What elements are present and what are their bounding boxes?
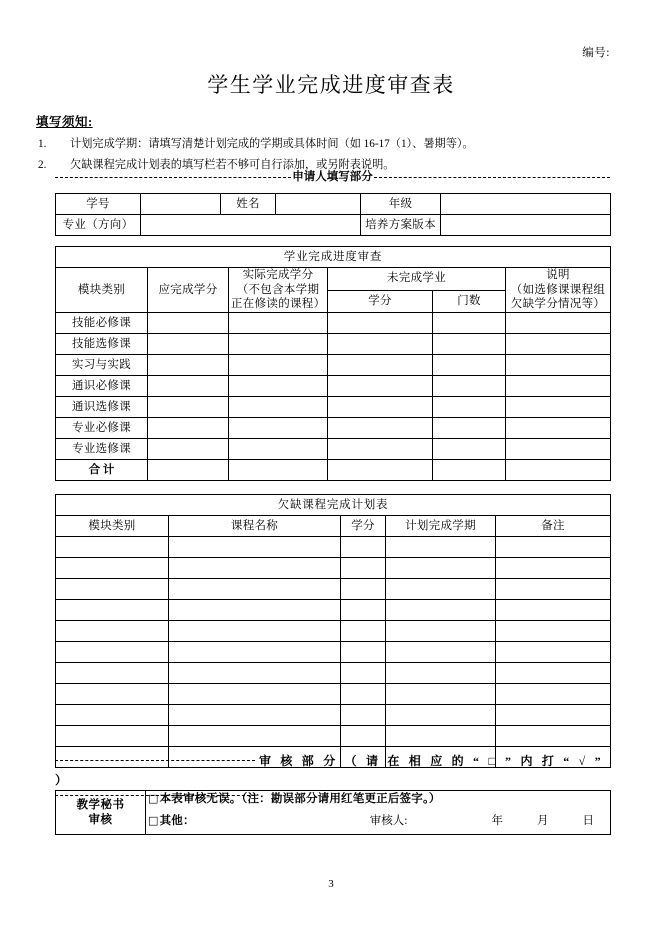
document-number-label: 编号:: [582, 47, 610, 59]
plan-module-category-field[interactable]: [56, 663, 169, 684]
checkbox-icon[interactable]: □: [148, 792, 159, 805]
plan-course-name-field[interactable]: [169, 726, 341, 747]
total-incomplete-credits-field[interactable]: [328, 460, 433, 481]
plan-remark-field[interactable]: [496, 600, 611, 621]
table-row: [56, 537, 611, 558]
day-label: 日: [582, 815, 594, 828]
plan-term-field[interactable]: [386, 600, 496, 621]
plan-module-category-field[interactable]: [56, 537, 169, 558]
notice-item-text: 计划完成学期：请填写清楚计划完成的学期或具体时间（如 16-17（1）、暑期等）。: [70, 138, 474, 150]
incomplete-credits-field[interactable]: [328, 439, 433, 460]
academic-progress-section-title: 学业完成进度审查: [56, 247, 611, 268]
column-header-remark: [506, 268, 611, 313]
column-header-module-category: 模块类别: [56, 516, 169, 537]
plan-credits-field[interactable]: [341, 705, 386, 726]
checkbox-icon[interactable]: □: [148, 813, 159, 827]
major-label: 专业（方向）: [56, 215, 141, 236]
remark-field[interactable]: [506, 376, 611, 397]
table-row: [56, 355, 611, 376]
remark-field[interactable]: [506, 313, 611, 334]
plan-module-category-field[interactable]: [56, 579, 169, 600]
plan-remark-field[interactable]: [496, 621, 611, 642]
notice-section: [36, 112, 628, 178]
plan-module-category-field[interactable]: [56, 684, 169, 705]
notice-item-text: 欠缺课程完成计划表的填写栏若不够可自行添加，或另附表说明。: [70, 159, 395, 172]
divider-dash-right: [374, 177, 610, 178]
plan-course-name-field[interactable]: [169, 600, 341, 621]
column-header-credits: 学分: [341, 516, 386, 537]
audit-role-line-2: 审核: [88, 813, 113, 826]
applicant-section-divider: [55, 172, 610, 184]
audit-option-row-1[interactable]: [148, 791, 608, 808]
divider-dash-left: [55, 177, 291, 178]
plan-remark-field[interactable]: [496, 642, 611, 663]
audit-section-label: 审 核 部 分 （ 请 在 相 应 的 “ □ ” 内 打 “ √ ” ）: [55, 754, 604, 787]
plan-remark-field[interactable]: [496, 684, 611, 705]
table-row: [56, 247, 611, 268]
plan-term-field[interactable]: [386, 705, 496, 726]
actual-credits-field[interactable]: [229, 376, 328, 397]
reviewer-label: 审核人:: [369, 815, 408, 828]
column-header-required-credits: 应完成学分: [148, 268, 229, 313]
module-category-cell: 技能选修课: [56, 334, 148, 355]
audit-role-line-1: 教学秘书: [76, 798, 125, 811]
plan-remark-field[interactable]: [496, 663, 611, 684]
table-row: [56, 334, 611, 355]
plan-course-name-field[interactable]: [169, 579, 341, 600]
plan-term-field[interactable]: [386, 579, 496, 600]
incomplete-courses-field[interactable]: [433, 355, 506, 376]
remark-field[interactable]: [506, 397, 611, 418]
notice-item-number: 1.: [38, 138, 47, 150]
table-row: [56, 397, 611, 418]
remark-field[interactable]: [506, 334, 611, 355]
required-credits-field[interactable]: [148, 334, 229, 355]
table-row: [56, 495, 611, 516]
incomplete-credits-field[interactable]: [328, 313, 433, 334]
notice-item: [36, 136, 628, 152]
plan-remark-field[interactable]: [496, 537, 611, 558]
total-actual-credits-field[interactable]: [229, 460, 328, 481]
incomplete-credits-field[interactable]: [328, 355, 433, 376]
missing-course-plan-table: [55, 494, 611, 768]
remark-line-3: 欠缺学分情况等）: [510, 298, 606, 311]
column-header-course-name: 课程名称: [169, 516, 341, 537]
table-row: [56, 376, 611, 397]
plan-term-field[interactable]: [386, 558, 496, 579]
actual-credits-field[interactable]: [229, 355, 328, 376]
plan-credits-field[interactable]: [341, 600, 386, 621]
plan-module-category-field[interactable]: [56, 726, 169, 747]
table-row: [56, 663, 611, 684]
page-title: 学生学业完成进度审查表: [207, 73, 455, 97]
column-header-module-category: 模块类别: [56, 268, 148, 313]
notice-title: 填写须知:: [36, 115, 93, 129]
remark-line-1: 说明: [546, 269, 570, 281]
table-header-row: [56, 268, 611, 291]
required-credits-field[interactable]: [148, 313, 229, 334]
column-header-incomplete: 未完成学业: [328, 268, 506, 291]
table-row: [56, 215, 611, 236]
table-row: [56, 705, 611, 726]
table-row: [56, 313, 611, 334]
grade-field[interactable]: [441, 194, 611, 215]
plan-module-category-field[interactable]: [56, 621, 169, 642]
table-header-row: [56, 516, 611, 537]
audit-option-1-label: 本表审核无误。（注：勘误部分请用红笔更正后签字。）: [159, 793, 441, 805]
plan-remark-field[interactable]: [496, 705, 611, 726]
plan-course-name-field[interactable]: [169, 663, 341, 684]
module-category-cell: 专业必修课: [56, 418, 148, 439]
notice-item-number: 2.: [38, 159, 47, 172]
column-header-incomplete-credits: 学分: [328, 290, 433, 313]
module-category-cell: 通识必修课: [56, 376, 148, 397]
plan-term-field[interactable]: [386, 537, 496, 558]
required-credits-field[interactable]: [148, 418, 229, 439]
column-header-remark: 备注: [496, 516, 611, 537]
program-version-field[interactable]: [441, 215, 611, 236]
required-credits-field[interactable]: [148, 439, 229, 460]
module-category-cell: 专业选修课: [56, 439, 148, 460]
plan-term-field[interactable]: [386, 684, 496, 705]
plan-term-field[interactable]: [386, 663, 496, 684]
student-info-table: [55, 193, 611, 236]
module-category-cell: 实习与实践: [56, 355, 148, 376]
academic-progress-table: [55, 246, 611, 481]
teaching-secretary-audit-table: [55, 790, 611, 835]
module-category-cell: 通识选修课: [56, 397, 148, 418]
plan-section-title: 欠缺课程完成计划表: [56, 495, 611, 516]
plan-credits-field[interactable]: [341, 684, 386, 705]
plan-course-name-field[interactable]: [169, 558, 341, 579]
plan-credits-field[interactable]: [341, 663, 386, 684]
audit-role-label: [56, 791, 146, 835]
table-row: [56, 684, 611, 705]
program-version-label: 培养方案版本: [361, 215, 441, 236]
table-row: [56, 439, 611, 460]
table-row: [56, 600, 611, 621]
incomplete-courses-field[interactable]: [433, 397, 506, 418]
actual-credits-line-2: （不包含本学期: [236, 283, 320, 296]
remark-line-2: （如选修课课程组: [510, 283, 606, 296]
actual-credits-field[interactable]: [229, 334, 328, 355]
plan-course-name-field[interactable]: [169, 684, 341, 705]
student-name-label: 姓名: [221, 194, 276, 215]
incomplete-courses-field[interactable]: [433, 418, 506, 439]
plan-course-name-field[interactable]: [169, 705, 341, 726]
plan-term-field[interactable]: [386, 726, 496, 747]
incomplete-credits-field[interactable]: [328, 397, 433, 418]
table-row: [56, 460, 611, 481]
column-header-incomplete-courses: 门数: [433, 290, 506, 313]
table-row: [56, 726, 611, 747]
plan-remark-field[interactable]: [496, 579, 611, 600]
table-row: [56, 579, 611, 600]
actual-credits-field[interactable]: [229, 418, 328, 439]
table-row: [56, 418, 611, 439]
audit-content-cell: [146, 791, 611, 835]
actual-credits-line-3: 正在修读的课程）: [231, 298, 326, 311]
plan-credits-field[interactable]: [341, 642, 386, 663]
actual-credits-line-1: 实际完成学分: [242, 269, 314, 281]
signature-row: [154, 814, 600, 829]
page-number: 3: [328, 878, 334, 890]
plan-remark-field[interactable]: [496, 558, 611, 579]
total-required-credits-field[interactable]: [148, 460, 229, 481]
table-row: [56, 791, 611, 835]
plan-module-category-field[interactable]: [56, 558, 169, 579]
student-id-field[interactable]: [141, 194, 221, 215]
plan-credits-field[interactable]: [341, 537, 386, 558]
module-category-cell: 技能必修课: [56, 313, 148, 334]
incomplete-courses-field[interactable]: [433, 334, 506, 355]
actual-credits-field[interactable]: [229, 439, 328, 460]
plan-course-name-field[interactable]: [169, 537, 341, 558]
plan-remark-field[interactable]: [496, 726, 611, 747]
incomplete-credits-field[interactable]: [328, 334, 433, 355]
audit-option-2-label: 其他：: [159, 814, 195, 827]
incomplete-credits-field[interactable]: [328, 418, 433, 439]
plan-term-field[interactable]: [386, 642, 496, 663]
incomplete-courses-field[interactable]: [433, 313, 506, 334]
incomplete-courses-field[interactable]: [433, 439, 506, 460]
table-row: [56, 558, 611, 579]
plan-term-field[interactable]: [386, 621, 496, 642]
plan-module-category-field[interactable]: [56, 705, 169, 726]
remark-field[interactable]: [506, 439, 611, 460]
plan-credits-field[interactable]: [341, 558, 386, 579]
table-row: [56, 194, 611, 215]
plan-credits-field[interactable]: [341, 726, 386, 747]
plan-module-category-field[interactable]: [56, 642, 169, 663]
plan-course-name-field[interactable]: [169, 621, 341, 642]
actual-credits-field[interactable]: [229, 313, 328, 334]
table-row: [56, 621, 611, 642]
incomplete-courses-field[interactable]: [433, 376, 506, 397]
column-header-planned-term: 计划完成学期: [386, 516, 496, 537]
divider-dash-left: [55, 760, 255, 761]
major-field[interactable]: [141, 215, 361, 236]
applicant-section-label: 申请人填写部分: [292, 171, 373, 183]
student-id-label: 学号: [56, 194, 141, 215]
remark-field[interactable]: [506, 355, 611, 376]
student-name-field[interactable]: [276, 194, 361, 215]
plan-course-name-field[interactable]: [169, 642, 341, 663]
column-header-actual-credits: [229, 268, 328, 313]
table-row: [56, 642, 611, 663]
total-incomplete-courses-field[interactable]: [433, 460, 506, 481]
total-remark-field[interactable]: [506, 460, 611, 481]
grade-label: 年级: [361, 194, 441, 215]
required-credits-field[interactable]: [148, 355, 229, 376]
year-label: 年: [491, 815, 503, 828]
actual-credits-field[interactable]: [229, 397, 328, 418]
plan-credits-field[interactable]: [341, 621, 386, 642]
plan-credits-field[interactable]: [341, 579, 386, 600]
incomplete-credits-field[interactable]: [328, 376, 433, 397]
total-label: 合 计: [56, 460, 148, 481]
required-credits-field[interactable]: [148, 397, 229, 418]
remark-field[interactable]: [506, 418, 611, 439]
month-label: 月: [537, 815, 549, 828]
required-credits-field[interactable]: [148, 376, 229, 397]
plan-module-category-field[interactable]: [56, 600, 169, 621]
